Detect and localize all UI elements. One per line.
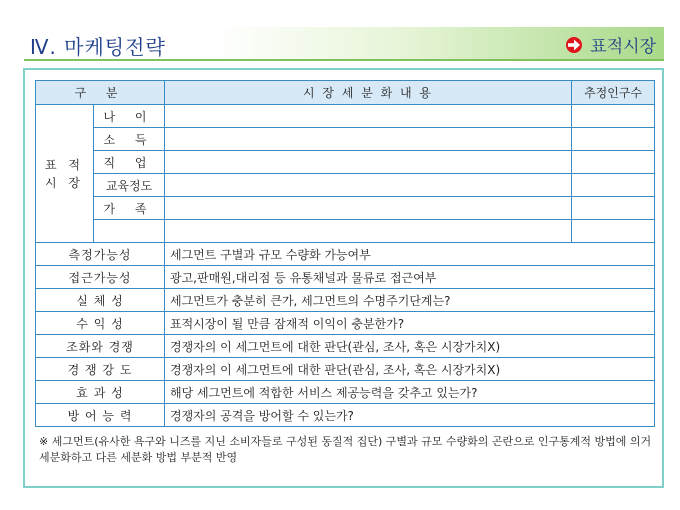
criteria-content: 세그먼트 구별과 규모 수량화 가능여부 — [165, 243, 655, 266]
segment-content-cell — [165, 220, 572, 243]
target-market-table — [35, 80, 655, 427]
criteria-row — [36, 289, 655, 312]
segment-blank — [94, 220, 165, 243]
criteria-row — [36, 335, 655, 358]
criteria-label: 수 익 성 — [36, 312, 165, 335]
segment-family: 가 족 — [94, 197, 165, 220]
criteria-content: 광고,판매원,대리점 등 유통채널과 물류로 접근여부 — [165, 266, 655, 289]
target-market-label: 표 적 시 장 — [36, 105, 94, 243]
criteria-label: 실 체 성 — [36, 289, 165, 312]
criteria-content: 경쟁자의 이 세그먼트에 대한 판단(관심, 조사, 혹은 시장가치X) — [165, 335, 655, 358]
footnote: ※ 세그먼트(유사한 욕구와 니즈를 지닌 소비자들로 구성된 동질적 집단) 구별과 규모 수량화의 곤란으로 인구통계적 방법에 의거 세분화하고 다른 세분화 방법 부분적 반영 — [39, 435, 652, 464]
criteria-row — [36, 381, 655, 404]
segment-education: 교육정도 — [94, 174, 165, 197]
segment-age: 나 이 — [94, 105, 165, 128]
criteria-row — [36, 312, 655, 335]
criteria-content: 해당 세그먼트에 적합한 서비스 제공능력을 갖추고 있는가? — [165, 381, 655, 404]
column-header-population: 추정인구수 — [572, 81, 655, 105]
table-row — [36, 220, 655, 243]
criteria-label: 방 어 능 력 — [36, 404, 165, 427]
criteria-label: 경 쟁 강 도 — [36, 358, 165, 381]
population-cell — [572, 151, 655, 174]
criteria-content: 경쟁자의 공격을 방어할 수 있는가? — [165, 404, 655, 427]
table-row — [36, 128, 655, 151]
column-header-content: 시 장 세 분 화 내 용 — [165, 81, 572, 105]
table-row — [36, 105, 655, 128]
criteria-label: 접근가능성 — [36, 266, 165, 289]
arrow-circle-icon — [564, 35, 584, 55]
table-row — [36, 151, 655, 174]
criteria-label: 효 과 성 — [36, 381, 165, 404]
section-title: 표적시장 — [590, 37, 656, 57]
header-bar — [24, 27, 664, 61]
segment-content-cell — [165, 174, 572, 197]
segment-occupation: 직 업 — [94, 151, 165, 174]
criteria-content: 세그먼트가 충분히 큰가, 세그먼트의 수명주기단계는? — [165, 289, 655, 312]
criteria-content: 표적시장이 될 만큼 잠재적 이익이 충분한가? — [165, 312, 655, 335]
table-header-row — [36, 81, 655, 105]
population-cell — [572, 220, 655, 243]
segment-content-cell — [165, 151, 572, 174]
population-cell — [572, 105, 655, 128]
criteria-content: 경쟁자의 이 세그먼트에 대한 판단(관심, 조사, 혹은 시장가치X) — [165, 358, 655, 381]
page-title: Ⅳ. 마케팅전략 — [30, 35, 166, 59]
population-cell — [572, 197, 655, 220]
population-cell — [572, 128, 655, 151]
criteria-label: 측정가능성 — [36, 243, 165, 266]
column-header-category: 구 분 — [36, 81, 165, 105]
table-row — [36, 174, 655, 197]
segment-content-cell — [165, 197, 572, 220]
criteria-row — [36, 404, 655, 427]
segment-income: 소 득 — [94, 128, 165, 151]
criteria-row — [36, 358, 655, 381]
section-label — [564, 32, 656, 57]
criteria-row — [36, 243, 655, 266]
criteria-label: 조화와 경쟁 — [36, 335, 165, 358]
criteria-row — [36, 266, 655, 289]
population-cell — [572, 174, 655, 197]
table-row — [36, 197, 655, 220]
segment-content-cell — [165, 128, 572, 151]
content-panel — [23, 68, 664, 488]
segment-content-cell — [165, 105, 572, 128]
